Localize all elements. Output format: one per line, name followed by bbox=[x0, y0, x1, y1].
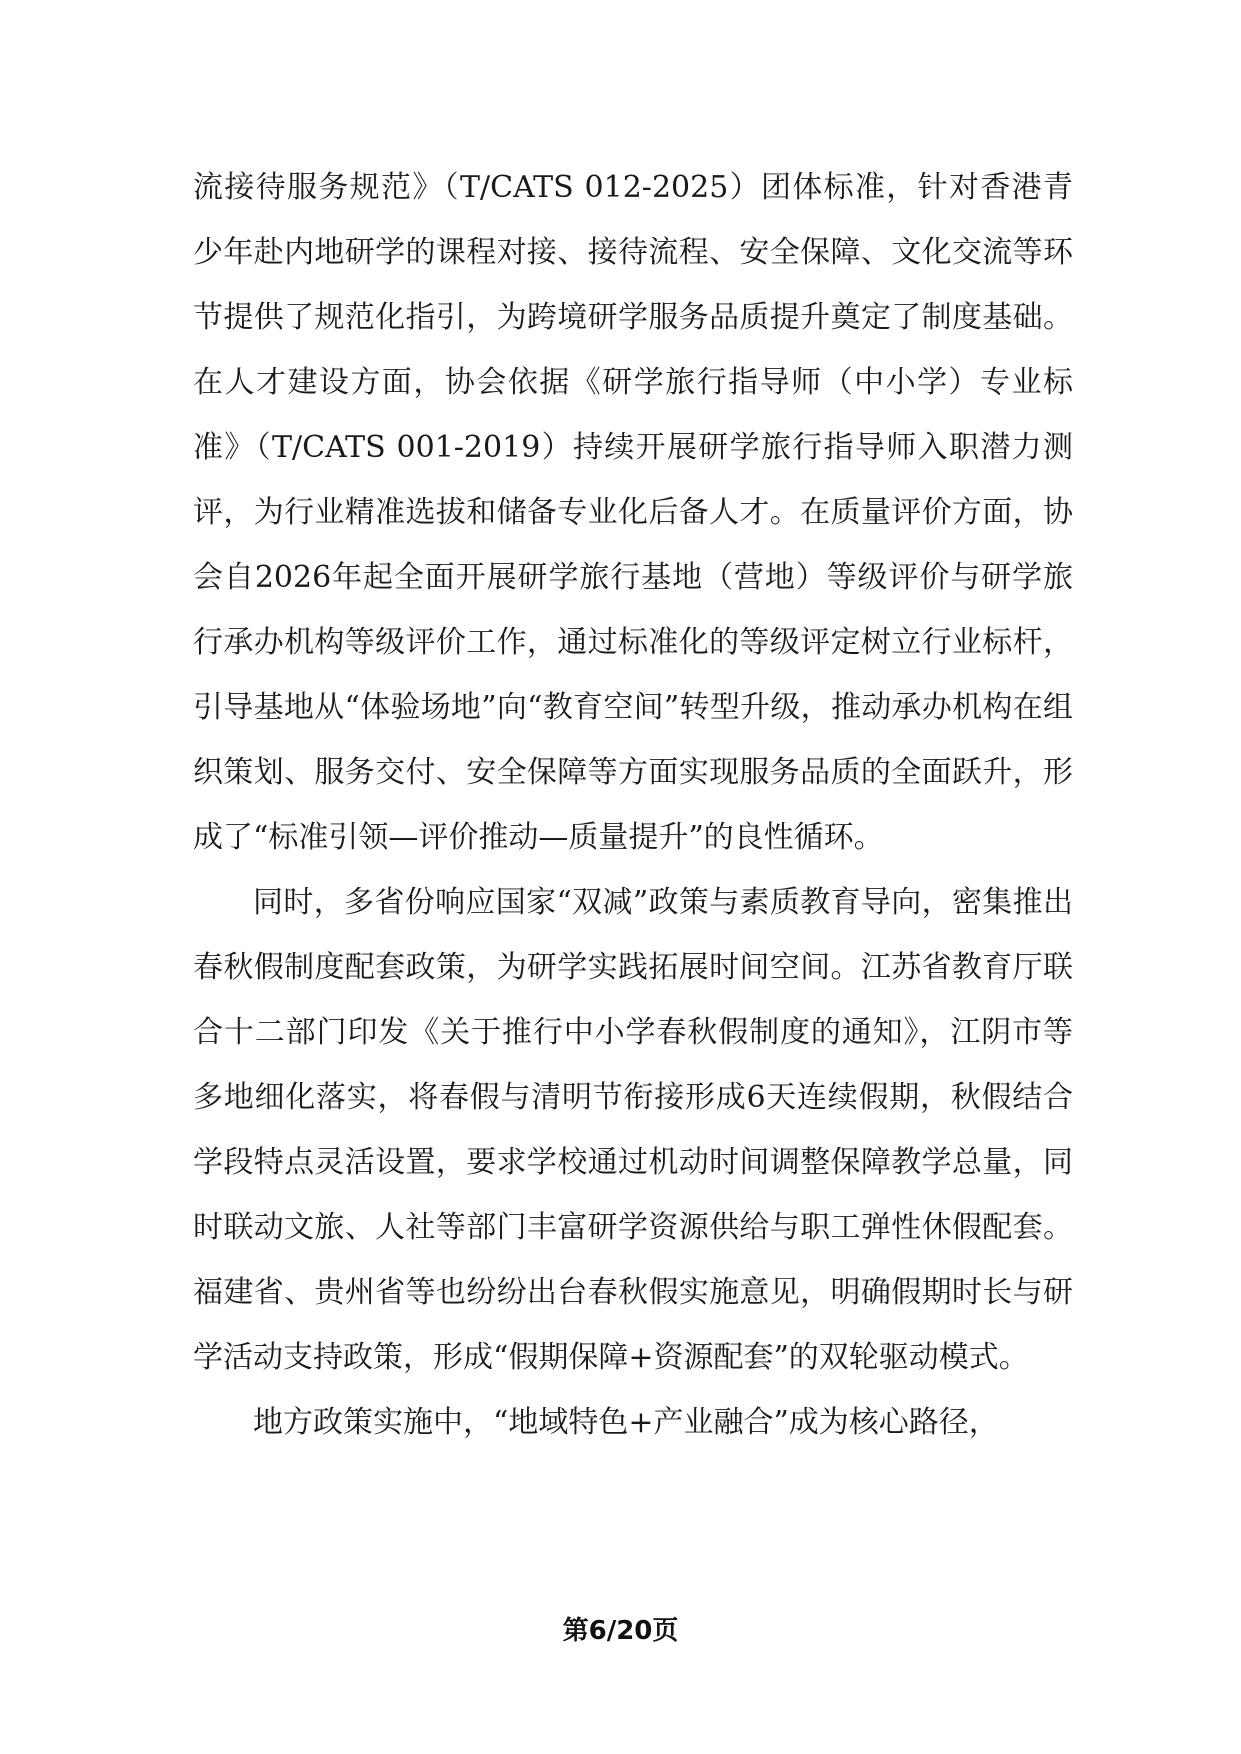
paragraph-1: 流接待服务规范》（T/CATS 012-2025）团体标准，针对香港青少年赴内地研学的课程对接、接待流程、安全保障、文化交流等环节提供了规范化指引，为跨境研学服务品质提升奠定了制度基础。在人才建设方面，协会依据《研学旅行指导师（中小学）专业标准》（T/CATS 001-2019）持续开展研学旅行指导师入职潜力测评，为行业精准选拔和储备专业化后备人才。在质量评价方面，协会自2026年起全面开展研学旅行基地（营地）等级评价与研学旅行承办机构等级评价工作，通过标准化的等级评定树立行业标杆，引导基地从“体验场地”向“教育空间”转型升级，推动承办机构在组织策划、服务交付、安全保障等方面实现服务品质的全面跃升，形成了“标准引领—评价推动—质量提升”的良性循环。 bbox=[193, 170, 1073, 855]
paragraph-3: 地方政策实施中，“地域特色+产业融合”成为核心路径， bbox=[253, 1405, 999, 1440]
document-body bbox=[193, 155, 1073, 1455]
paragraph-2: 同时，多省份响应国家“双减”政策与素质教育导向，密集推出春秋假制度配套政策，为研学实践拓展时间空间。江苏省教育厅联合十二部门印发《关于推行中小学春秋假制度的通知》，江阴市等多地细化落实，将春假与清明节衔接形成6天连续假期，秋假结合学段特点灵活设置，要求学校通过机动时间调整保障教学总量，同时联动文旅、人社等部门丰富研学资源供给与职工弹性休假配套。福建省、贵州省等也纷纷出台春秋假实施意见，明确假期时长与研学活动支持政策，形成“假期保障+资源配套”的双轮驱动模式。 bbox=[193, 885, 1073, 1375]
page-number-footer: 第6/20页 bbox=[562, 1616, 679, 1646]
